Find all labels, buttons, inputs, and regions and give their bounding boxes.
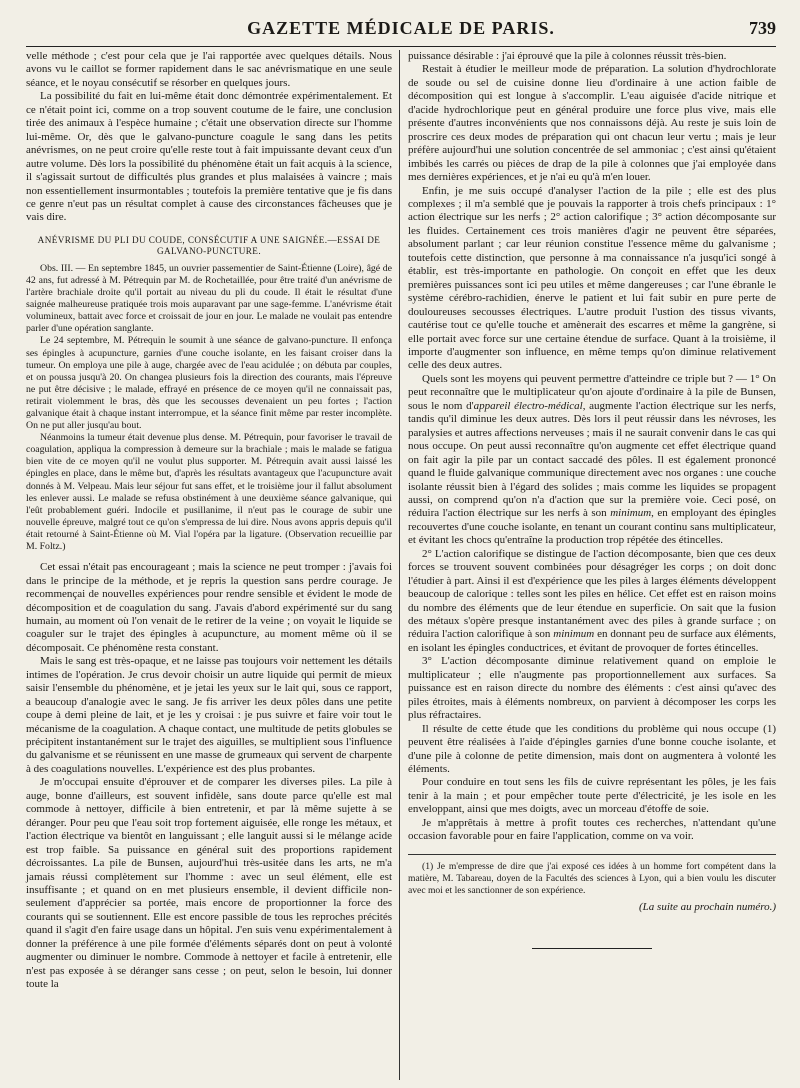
paragraph: velle méthode ; c'est pour cela que je l'ai rapportée avec quelques détails. Nous avons vu le caillot se former rapidement dans le sac anévrismatique en une seule séance, et le noyau consécutif se résorber en quelques jours. <box>26 50 392 89</box>
text-run: , augmente l'action électrique sur les nerfs, tandis qu'il diminue les deux autres. Dès lors il peut réussir dans les névroses, les paralysies et autres affections nerveuses ; mais il ne saurait convenir dans le cas qui nous occupe. On peut aussi reconnaître qu'on augmente cet effet électrique quand on fait agir la pile par un contact saccadé des pôles. Il est également prononcé quand le fluide galvanique communique directement avec nos organes : une couche isolante réussit bien à l'égard des solides ; mais comme les liquides se propagent aussi, on comprend qu'on n'a d'action que sur la première voie. Ceci posé, on réduira l'action électrique sur les nerfs à son <box>408 399 777 520</box>
paragraph: La possibilité du fait en lui-même était donc démontrée expérimentalement. Et ce n'était point ici, comme on a trop souvent coutume de le faire, une conclusion tirée des animaux à l'espèce humaine ; c'était une observation directe sur l'homme lui-même. Or, dès que le galvano-puncture coagule le sang dans les petits anévrismes, on ne peut croire qu'elle reste tout à fait impuissante devant ceux d'un autre volume. Dès lors la possibilité du phénomène était un fait acquis à la science, il s'agissait surtout de difficultés plus grandes et plus malaisées à vaincre ; mais non essentiellement insurmontables ; toutefois la première tentative que je fis dans ce genre n'eut pas un résultat complet à cause des circonstances fâcheuses que je vais dire. <box>26 90 392 224</box>
journal-title: GAZETTE MÉDICALE DE PARIS. <box>247 18 555 38</box>
footnote-rule <box>408 854 776 855</box>
paragraph <box>408 373 776 548</box>
paragraph: Il résulte de cette étude que les conditions du problème qui nous occupe (1) peuvent être réalisées à l'aide d'épingles garnies d'une bonne couche isolante, et d'une pile à colonne de petite dimension, mais dont on augmentera à volonté les éléments. <box>408 722 776 776</box>
paragraph: Mais le sang est très-opaque, et ne laisse pas toujours voir nettement les détails intimes de l'opération. Je crus devoir choisir un autre liquide qui permit de mieux saisir l'ensemble du phénomène, et je jetai les yeux sur le lait qui, sous ce rapport, a beaucoup d'analogie avec le sang. Je fis arriver les deux pôles dans une petite coupe à demi pleine de lait, et je les y croisai : je pus suivre et faire voir tout le mécanisme de la coagulation. A chaque contact, une multitude de petits globules se précipitent instantanément sur le trajet des aiguilles, se multiplient sous l'influence du galvanisme et se réunissent en une masse de grumeaux qui servent de charpente à des coagulations nouvelles. L'expérience est des plus probantes. <box>26 655 392 775</box>
right-column <box>408 50 776 949</box>
paragraph: Restait à étudier le meilleur mode de préparation. La solution d'hydrochlorate de soude ou sel de cuisine donne lieu d'ordinaire à une action faible de décomposition qui est longue à s'accomplir. L'eau aiguisée d'acide nitrique et d'acide hydrochlorique peut en général produire une force plus vive, mais elle présente d'autres inconvénients que nos connaissons déjà. Au reste je suis loin de proscrire ces deux modes de préparation qui ont chacun leur vertu ; mais je leur préfère aujourd'hui une solution concentrée de sel ammoniac ; c'est ainsi qu'étaient imbibés les carrés ou pièces de drap de la pile à colonnes que j'ai employée dans mes dernières expériences, et je n'ai eu qu'à m'en louer. <box>408 63 776 184</box>
continued-note: (La suite au prochain numéro.) <box>639 900 776 913</box>
text-run: en donnant peu de surface aux éléments, en isolant les épingles conductrices, et évitant de provoquer de fortes étincelles. <box>408 628 776 654</box>
paragraph: Enfin, je me suis occupé d'analyser l'action de la pile ; elle est des plus complexes ; il m'a semblé que je pouvais la rapporter à trois chefs principaux : 1° action électrique sur les nerfs ; 2° action calorifique ; 3° action décomposante sur les fluides. Certainement ces trois manières d'agir ne peuvent être séparées, absolument parlant ; car leur réunion constitue l'essence même du galvanisme ; toutefois cette distinction, que personne à ma connaissance n'a jusqu'ici songé à établir, est très-importante en pathologie. On conçoit en effet que les deux premières puissances sont ici peu utiles et même dangereuses ; car l'une ébranle le système cérébro-rachidien, énerve le patient et lui fait subir en pure perte de douloureuses secousses électriques. L'autre produit l'ustion des tissus vivants, cautérise tout ce qu'elle touche et amènerait des escarres et même la gangrène, si elle portait avec force sur une certaine étendue de surface. Quant à la troisième, il importe d'augmenter son influence, en même temps qu'on diminue relativement celle des deux autres. <box>408 184 776 372</box>
emphasis: minimum <box>610 507 652 520</box>
observation-paragraph: Le 24 septembre, M. Pétrequin le soumit à une séance de galvano-puncture. Il enfonça ses épingles à acupuncture, garnies d'une couche isolante, en les faisant croiser dans la tumeur. On employa une pile à auge, chargée avec de l'eau acidulée ; on débuta par couples, et on poussa jusqu'à 20. On changea plusieurs fois la direction des courants, mais l'épreuve ne put être décisive ; le malade, effrayé en présence de ce moyen qu'il ne connaissait pas, retirait violemment le bras, dès que les secousses devenaient un peu fortes ; l'action galvanique était à chaque instant interrompue, et la séance finit même par rester incomplète. On ne put aller jusqu'au bout. <box>26 335 392 432</box>
section-title: ANÉVRISME DU PLI DU COUDE, CONSÉCUTIF A UNE SAIGNÉE.—ESSAI DE GALVANO-PUNCTURE. <box>37 234 381 256</box>
paragraph: 3° L'action décomposante diminue relativement quand on emploie le multiplicateur ; elle n'augmente pas proportionnellement aux surfaces. Sa puissance est en raison directe du nombre des éléments : c'est ainsi qu'avec des piles étroites, mais à éléments nombreux, on parvient à décomposer les corps les plus réfractaires. <box>408 655 776 722</box>
page-header <box>26 18 776 44</box>
header-rule <box>26 46 776 47</box>
page-number: 739 <box>749 18 776 38</box>
paragraph: Pour conduire en tout sens les fils de cuivre représentant les pôles, je les fais tenir à la main ; et pour empêcher toute perte d'électricité, je les isole en les enveloppant, ainsi que mes doigts, avec un morceau d'étoffe de soie. <box>408 776 776 816</box>
paragraph: puissance désirable : j'ai éprouvé que la pile à colonnes réussit très-bien. <box>408 50 727 62</box>
emphasis: minimum <box>553 628 595 641</box>
text-run: 2° L'action calorifique se distingue de l'action décomposante, bien que ces deux forces se trouvent souvent combinées pour désagréger les corps ; on doit donc l'étudier à part. Ainsi il est d'expérience que les piles à larges éléments développent beaucoup de calorique : telles sont les piles en hélice. Cet effet est en raison moins du nombre des éléments que de leur étendue en superficie. On sait que la fusion des métaux s'opère presque instantanément avec des piles à grande surface ; on réduira l'action calorifique à son <box>408 547 776 641</box>
paragraph <box>408 548 776 656</box>
observation-paragraph: Néanmoins la tumeur était devenue plus dense. M. Pétrequin, pour favoriser le travail de coagulation, appliqua la compression à demeure sur la brachiale ; mais le malade se fatigua bien vite de ce moyen qu'il ne voulut plus supporter. M. Pétrequin avait aussi laissé les épingles en place, dans le même but, d'après les résultats avantageux que l'acupuncture avait donnés à M. Velpeau. Mais leur séjour fut sans effet, et le troisième jour il fallut absolument les enlever aussi. Le malade se refusa obstinément à une deuxième séance galvanique, qui l'eût probablement guéri. Indocile et pusillanime, il n'eut pas le courage de subir une nouvelle épreuve, malgré tout ce qu'on s'empressa de lui dire. Nous avons appris depuis qu'il était retourné à Saint-Étienne où M. Vial l'opéra par la ligature. (Observation recueillie par M. Foltz.) <box>26 432 392 553</box>
emphasis: appareil électro-médical <box>473 399 583 412</box>
column-divider <box>399 50 400 1080</box>
footnote: (1) Je m'empresse de dire que j'ai exposé ces idées à un homme fort compétent dans la matière, M. Tabareau, doyen de la Facultés des sciences à Lyon, qui a bien voulu les discuter avec moi et les sanctionner de son expérience. <box>408 860 776 896</box>
end-rule <box>532 948 652 949</box>
paragraph: Je m'occupai ensuite d'éprouver et de comparer les diverses piles. La pile à auge, bonne d'ailleurs, est souvent infidèle, sans doute parce qu'elle est mal commode à nettoyer, difficile à bien entretenir, et par là même sujette à se déranger. Pour peu que l'eau soit trop fortement aiguisée, elle ronge les métaux, et l'action électrique va bientôt en languissant ; elle languit aussi si le mélange acide est trop faible. Sa puissance en général suit des proportions rapidement décroissantes. La pile de Bunsen, aujourd'hui très-usitée dans les arts, ne m'a jamais réussi complètement sur l'homme : avec un seul élément, elle est insuffisante ; et quand on en met plusieurs ensemble, il devient difficile non-seulement d'apprécier sa portée, mais encore de proportionner la force des courants qui se soutiennent. Elle est encore passible de tous les reproches précités quand il s'agit d'en faire usage dans un hôpital. J'en suis venu expérimentalement à donner la préférence à une pile formée d'éléments séparés dont on peut à volonté augmenter ou diminuer le nombre. Commode à nettoyer et facile à entretenir, elle n'est pas exposée à se déranger sans cesse ; on peut, selon le besoin, lui donner toute la <box>26 776 392 991</box>
observation-block <box>26 263 392 553</box>
text-run: , en employant des épingles recouvertes d'une couche isolante, en tenant un courant continu sans multiplicateur, et évitant les chocs qu'entraîne la production trop répétée des étincelles. <box>408 507 776 547</box>
left-column <box>26 50 392 992</box>
paragraph: Cet essai n'était pas encourageant ; mais la science ne peut tromper : j'avais foi dans le principe de la méthode, et je repris la question sans perdre courage. Je recommençai de nouvelles expériences pour rendre sensible et évident le mode de décomposition et de coagulation du sang. J'avais d'abord expérimenté sur du sang humain, au moment où l'on venait de le retirer de la veine ; on voyait le liquide se coaguler sur le trajet des épingles à acupuncture, au moment même où il se décomposait. Ce phénomène resta constant. <box>26 561 392 654</box>
observation-paragraph: Obs. III. — En septembre 1845, un ouvrier passementier de Saint-Étienne (Loire), âgé de 42 ans, fut adressé à M. Pétrequin par M. de Rochetaillée, pour être traité d'un anévrisme de l'artère brachiale droite qu'il portait au niveau du pli du coude. Il était le résultat d'une saignée malheureuse pratiquée trois mois auparavant par une sage-femme. L'anévrisme était volumineux, battait avec force et croissait de jour en jour. Le malade ne voulait pas entendre parler d'une opération sanglante. <box>26 262 392 335</box>
text-run: Quels sont les moyens qui peuvent permettre d'atteindre ce triple but ? — 1° On peut reconnaître que le multiplicateur qu'on ajoute d'ordinaire à la pile de Bunsen, sous le nom d' <box>408 372 776 412</box>
paragraph: Je m'apprêtais à mettre à profit toutes ces recherches, n'attendant qu'une occasion favorable pour en faire l'application, comme on va voir. <box>408 816 776 843</box>
